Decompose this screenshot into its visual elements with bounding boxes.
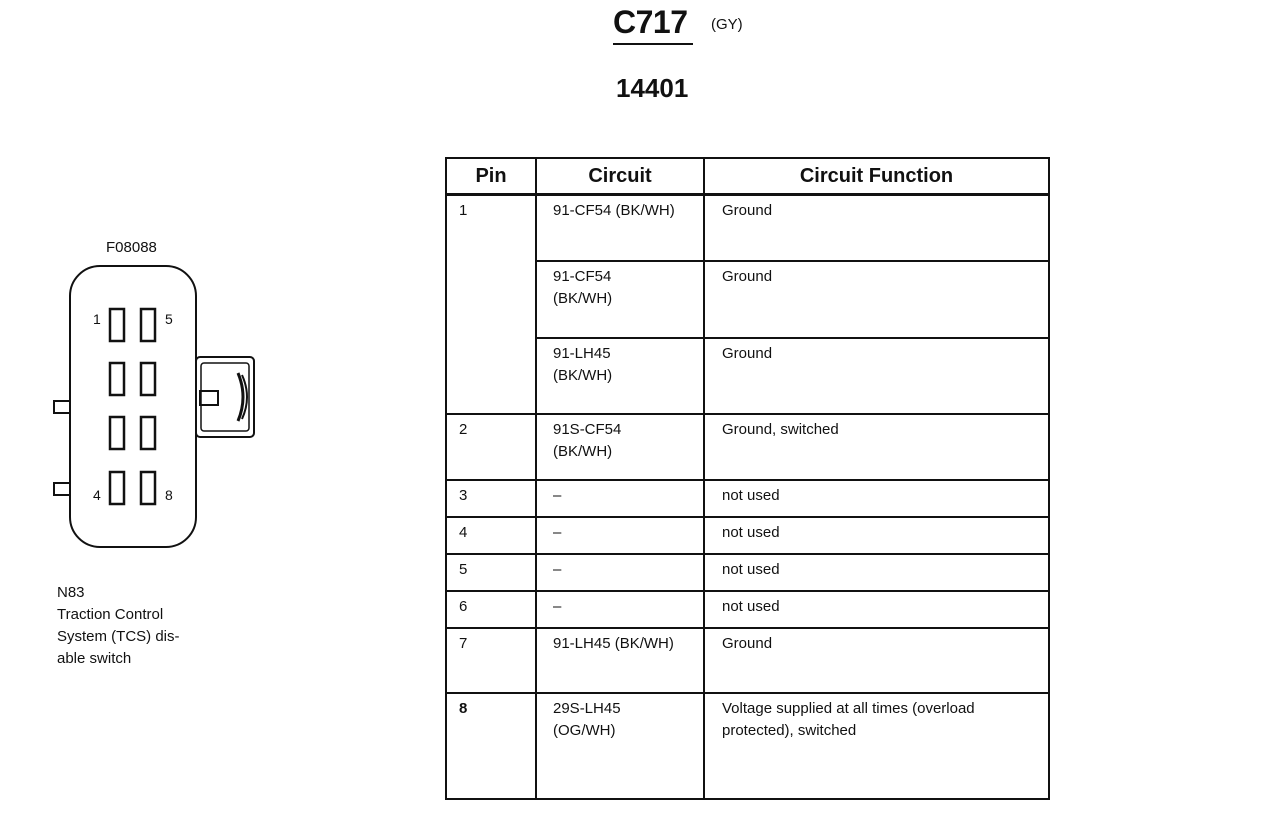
component-desc-line: Traction Control <box>57 606 164 623</box>
circuit-cell <box>536 338 704 414</box>
connector-id-underline <box>613 43 693 45</box>
function-text: not used <box>722 523 780 541</box>
table-row <box>446 628 1049 693</box>
component-desc-line: System (TCS) dis- <box>57 628 180 645</box>
part-number: 14401 <box>616 73 689 103</box>
terminal-cavity-4 <box>110 472 124 504</box>
locking-latch-outer <box>196 357 254 437</box>
circuit-cell <box>536 195 704 261</box>
terminal-cavity-1 <box>110 309 124 341</box>
table-row <box>446 517 1049 554</box>
circuit-cell <box>536 554 704 591</box>
circuit-cell <box>536 414 704 480</box>
pin-cell: 5 <box>446 554 536 591</box>
function-text: Ground <box>722 202 773 219</box>
function-text: protected), switched <box>722 721 857 739</box>
component-description <box>57 582 217 670</box>
table-row <box>446 591 1049 628</box>
circuit-text: 91-LH45 (BK/WH) <box>553 634 674 652</box>
function-cell <box>704 414 1049 480</box>
table-row <box>446 195 1049 261</box>
table-row <box>446 261 1049 338</box>
circuit-text: 91-CF54 (BK/WH) <box>553 202 675 219</box>
terminal-cavity-6 <box>141 363 155 395</box>
circuit-text: (BK/WH) <box>553 366 613 384</box>
function-text: Ground <box>722 267 773 285</box>
circuit-text: 91-CF54 <box>553 267 612 285</box>
pin-label-8: 8 <box>165 487 173 503</box>
pin-table <box>445 157 1050 800</box>
circuit-text: – <box>553 523 562 541</box>
function-cell <box>704 628 1049 693</box>
function-text: not used <box>722 486 780 504</box>
function-text: Ground <box>722 344 773 362</box>
terminal-cavity-8 <box>141 472 155 504</box>
function-cell <box>704 480 1049 517</box>
page-header <box>0 0 1280 110</box>
circuit-text: (BK/WH) <box>553 442 613 460</box>
header-circuit-function: Circuit Function <box>704 158 1049 195</box>
terminal-cavity-5 <box>141 309 155 341</box>
circuit-cell <box>536 261 704 338</box>
pin-label-1: 1 <box>93 311 101 327</box>
terminal-cavity-3 <box>110 417 124 449</box>
circuit-text: (OG/WH) <box>553 721 616 739</box>
circuit-text: – <box>553 486 562 504</box>
connector-face-diagram <box>40 255 270 555</box>
circuit-text: 91S-CF54 <box>553 420 622 438</box>
table-row <box>446 480 1049 517</box>
pin-label-5: 5 <box>165 311 173 327</box>
circuit-cell <box>536 693 704 799</box>
circuit-text: – <box>553 597 562 615</box>
table-row <box>446 338 1049 414</box>
header-pin: Pin <box>446 158 536 195</box>
function-text: Ground <box>722 634 773 652</box>
circuit-cell <box>536 628 704 693</box>
pin-cell: 2 <box>446 414 536 480</box>
table-row <box>446 693 1049 799</box>
function-text: not used <box>722 560 780 578</box>
table-header-row <box>446 158 1049 195</box>
function-text: Ground, switched <box>722 420 839 438</box>
function-cell <box>704 195 1049 261</box>
circuit-cell <box>536 517 704 554</box>
pin-cell: 8 <box>446 693 536 799</box>
diagram-label: F08088 <box>106 239 157 256</box>
function-text: not used <box>722 597 780 615</box>
function-cell <box>704 261 1049 338</box>
function-cell <box>704 554 1049 591</box>
function-cell <box>704 517 1049 554</box>
terminal-cavity-2 <box>110 363 124 395</box>
connector-color-code: (GY) <box>711 16 743 33</box>
header-circuit: Circuit <box>536 158 704 195</box>
pin-cell: 4 <box>446 517 536 554</box>
function-cell <box>704 338 1049 414</box>
table-row <box>446 554 1049 591</box>
circuit-text: 29S-LH45 <box>553 699 621 717</box>
circuit-text: 91-LH45 <box>553 344 611 362</box>
connector-body <box>70 266 196 547</box>
connector-id: C717 <box>613 4 688 40</box>
pin-cell: 6 <box>446 591 536 628</box>
function-cell <box>704 591 1049 628</box>
pin-cell: 1 <box>446 195 536 414</box>
function-cell <box>704 693 1049 799</box>
latch-detail <box>238 373 243 421</box>
left-tab-lower <box>54 483 70 495</box>
left-tab-upper <box>54 401 70 413</box>
pin-cell: 7 <box>446 628 536 693</box>
pin-label-4: 4 <box>93 487 101 503</box>
circuit-cell <box>536 480 704 517</box>
circuit-cell <box>536 591 704 628</box>
function-text: Voltage supplied at all times (overload <box>722 699 975 717</box>
pin-cell: 3 <box>446 480 536 517</box>
component-desc-line: able switch <box>57 650 132 667</box>
component-desc-line: N83 <box>57 584 85 601</box>
terminal-cavity-7 <box>141 417 155 449</box>
circuit-text: (BK/WH) <box>553 289 613 307</box>
table-row <box>446 414 1049 480</box>
latch-nub <box>200 391 218 405</box>
circuit-text: – <box>553 560 562 578</box>
